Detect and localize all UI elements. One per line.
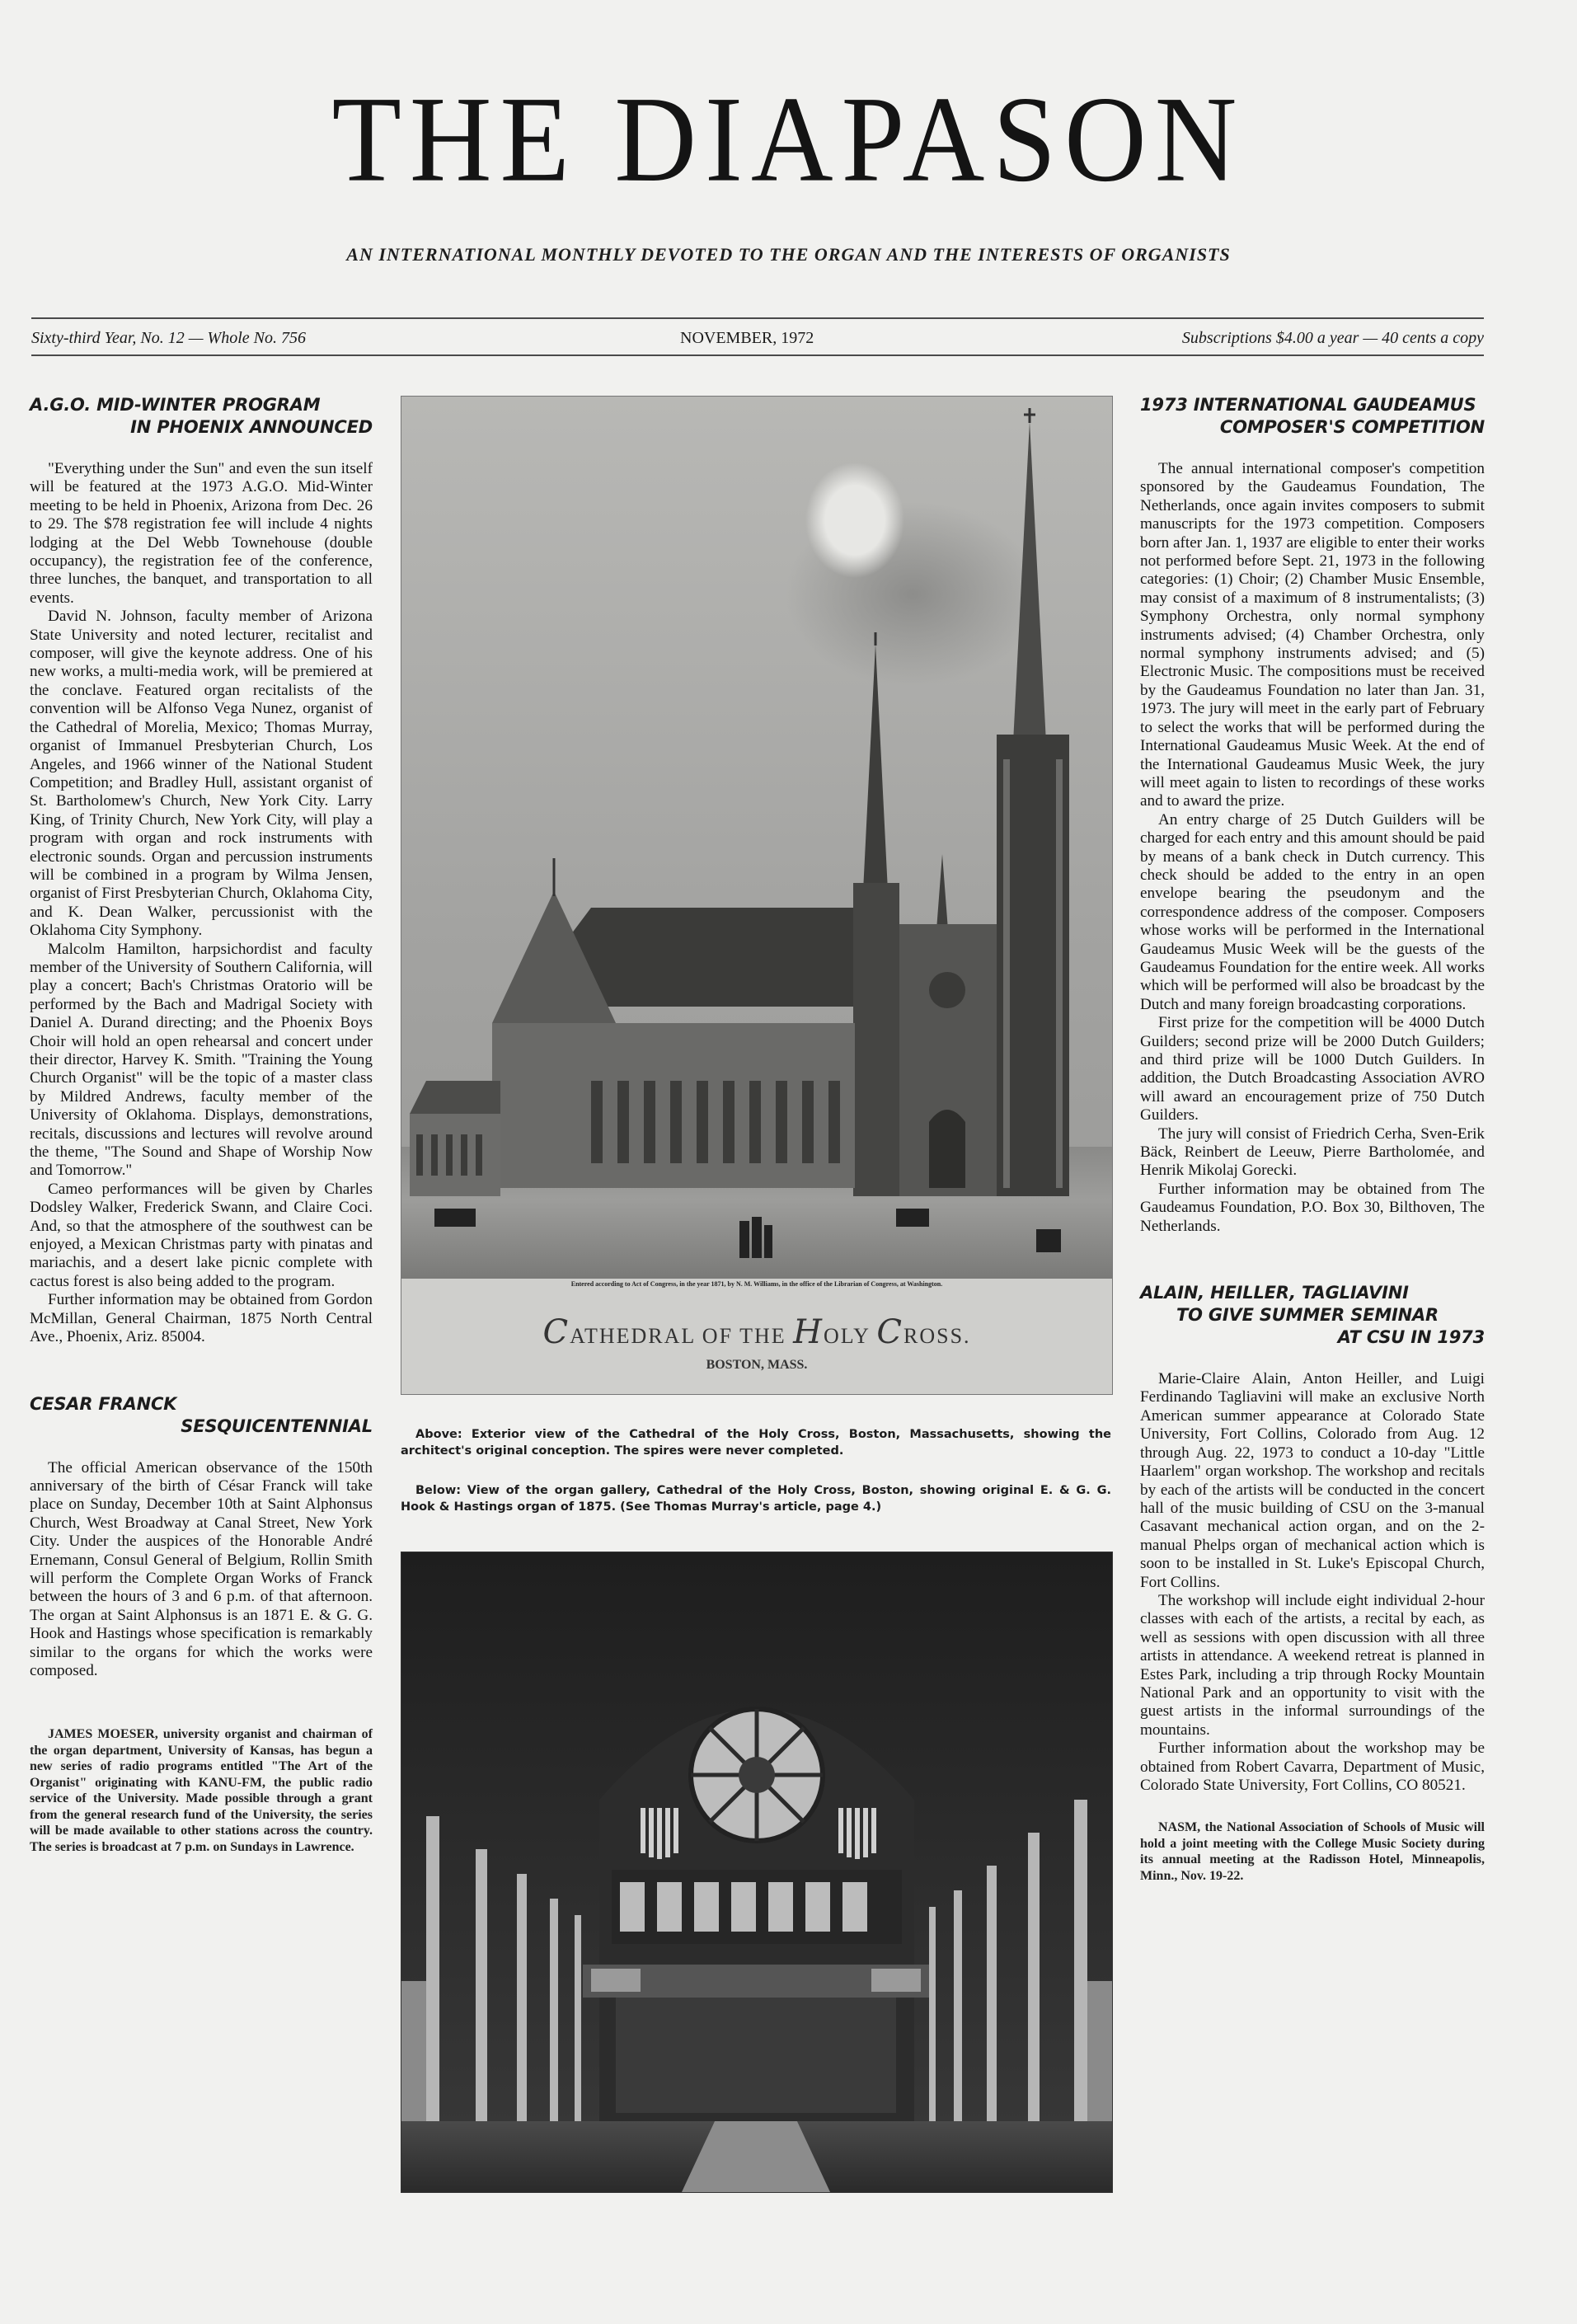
paragraph: The workshop will include eight individual 2-hour classes with each of the artists, a recital by each, as well as sessions with open discussion with all three artists in attendance. A weekend retreat is planned in Estes Park, including a trip through Rocky Mountain National Park and an opportunity to visit with the guest artists in the informal surroundings of the mountains.	[1140, 1591, 1485, 1739]
article-gaudeamus	[1140, 394, 1485, 1236]
spacer	[30, 1347, 373, 1393]
caption-above: Above: Exterior view of the Cathedral of the Holy Cross, Boston, Massachusetts, showing the architect's original conception. The spires were never completed.	[401, 1428, 1111, 1458]
article-cesar-franck	[30, 1393, 373, 1681]
engraving-subtitle: BOSTON, MASS.	[706, 1358, 808, 1372]
paragraph: "Everything under the Sun" and even the sun itself will be featured at the 1973 A.G.O. Mid-Winter meeting to be held in Phoenix, Arizona from Dec. 26 to 29. The $78 registration fee will include 4 nights lodging at the Del Webb Townehouse (double occupancy), the registration fee of the conference, three lunches, the banquet, and transportation to all events.	[30, 460, 373, 607]
issue-bar	[31, 326, 1484, 350]
article-csu-seminar	[1140, 1282, 1485, 1795]
spacer	[1140, 1236, 1485, 1282]
headline-ago-midwinter: A.G.O. MID-WINTER PROGRAM IN PHOENIX ANNOUNCED	[30, 395, 373, 437]
cathedral-illustration	[401, 397, 1112, 1279]
paragraph: The jury will consist of Friedrich Cerha, Sven-Erik Bäck, Reinbert de Leeuw, Pierre Bartholomée, and Henrik Mikolaj Gorecki.	[1140, 1124, 1485, 1180]
paragraph: Further information may be obtained from The Gaudeamus Foundation, P.O. Box 30, Bilthoven, The Netherlands.	[1140, 1180, 1485, 1235]
header-rule-bottom	[31, 354, 1484, 356]
article-ago-midwinter	[30, 394, 373, 1347]
paragraph: David N. Johnson, faculty member of Arizona State University and noted lecturer, recitalist and composer, will give the keynote address. One of his new works, a multi-media work, will be premiered at the conclave. Featured organ recitalists of the convention will be Alfonso Vega Nunez, organist of the Cathedral of Morelia, Mexico; Thomas Murray, organist of Immanuel Presbyterian Church, Los Angeles, and 1966 winner of the National Student Competition; and Bradley Hull, assistant organist of St. Bartholomew's Church, New York City. Larry King, of Trinity Church, New York City, will play a program with organ and rock instruments with electronic sounds. Organ and percussion instruments will be combined in a program by Wilma Jensen, organist of First Presbyterian Church, Oklahoma City, and K. Dean Walker, percussionist with the Oklahoma City Symphony.	[30, 608, 373, 940]
engraving-copyright-line: Entered according to Act of Congress, in the year 1871, by N. M. Williams, in the office of the Librarian of Congress, at Washington.	[570, 1280, 943, 1288]
paragraph: Malcolm Hamilton, harpsichordist and faculty member of the University of Southern California, will play a concert; Bach's Christmas Oratorio will be performed by the Bach and Madrigal Society with Daniel A. Durand directing; and the Phoenix Boys Choir will hold an open rehearsal and concert under their director, Harvey K. Smith. "Training the Young Church Organist" will be the topic of a master class by Mildred Andrews, faculty member of the University of Oklahoma. Displays, demonstrations, recitals, discussions and lectures will revolve around the theme, "The Sound and Shape of Worship Now and Tomorrow."	[30, 940, 373, 1180]
spacer	[1140, 1795, 1485, 1819]
article-james-moeser	[30, 1726, 373, 1855]
issue-date: NOVEMBER, 1972	[680, 329, 814, 347]
paragraph: NASM, the National Association of Schools of Music will hold a joint meeting with the College Music Society during its annual meeting at the Radisson Hotel, Minneapolis, Minn., Nov. 19-22.	[1140, 1820, 1485, 1883]
right-column	[1140, 394, 1485, 1884]
paragraph: Marie-Claire Alain, Anton Heiller, and Luigi Ferdinando Tagliavini will make an exclusive North American summer appearance at Colorado State University, Fort Collins, Colorado from Aug. 12 through Aug. 22, 1973 to conduct a 10-day "Little Haarlem" organ workshop. The workshop and recitals by each of the artists will be conducted in the concert hall of the music building of CSU on the 3-manual Casavant mechanical action organ, and on the 2-manual Phelps organ of mechanical action which is soon to be installed in St. Luke's Episcopal Church, Fort Collins.	[1140, 1370, 1485, 1591]
paragraph: First prize for the competition will be 4000 Dutch Guilders; second prize will be 2000 Dutch Guilders; and third prize will be 1000 Dutch Guilders. In addition, the Dutch Broadcasting Association AVRO will award an encouragement prize of 750 Dutch Guilders.	[1140, 1014, 1485, 1124]
headline-cesar-franck: CESAR FRANCK SESQUICENTENNIAL	[30, 1393, 373, 1436]
paragraph: Cameo performances will be given by Charles Dodsley Walker, Frederick Swann, and Claire Coci. And, so that the atmosphere of the southwest can be enjoyed, a Mexican Christmas party with pinatas and mariachis, and a desert lake picnic complete with cactus forest is also being added to the program.	[30, 1180, 373, 1290]
paragraph: Further information about the workshop may be obtained from Robert Cavarra, Department of Music, Colorado State University, Fort Collins, CO 80521.	[1140, 1739, 1485, 1794]
header-rule-top	[31, 317, 1484, 319]
headline-csu-seminar: ALAIN, HEILLER, TAGLIAVINI TO GIVE SUMMER SEMINAR AT CSU IN 1973	[1140, 1283, 1485, 1348]
organ-gallery-illustration	[401, 1552, 1112, 2192]
paragraph: The annual international composer's competition sponsored by the Gaudeamus Foundation, The Netherlands, once again invites composers to submit manuscripts for the 1973 competition. Composers born after Jan. 1, 1937 are eligible to enter their works not performed before Sept. 21, 1973 in the following categories: (1) Choir; (2) Chamber Music Ensemble, may consist of a maximum of 8 instrumentalists; (3) Symphony Orchestra, only normal symphony instruments advised; (4) Chamber Orchestra, only normal symphony instruments advised; and (5) Electronic Music. The compositions must be received by the Gaudeamus Foundation no later than Jan. 31, 1973. The jury will meet in the early part of February to select the works that will be performed during the International Gaudeamus Music Week. At the end of the International Gaudeamus Music Week, the jury will meet again to listen to recordings of these works and to award the prize.	[1140, 460, 1485, 810]
masthead-title: THE DIAPASON	[331, 70, 1246, 208]
paragraph: JAMES MOESER, university organist and chairman of the organ department, University of Kansas, has begun a new series of radio programs entitled "The Art of the Organist" originating with KANU-FM, the public radio service of the University. Made possible through a grant from the general research fund of the University, the series will be made available to other stations across the country. The series is broadcast at 7 p.m. on Sundays in Lawrence.	[30, 1727, 373, 1854]
issue-volume: Sixty-third Year, No. 12 — Whole No. 756	[31, 329, 306, 347]
paragraph: An entry charge of 25 Dutch Guilders will be charged for each entry and this amount should be paid by means of a bank check in Dutch currency. This check should be added to the entry in an open envelope bearing the pseudonym and the correspondence address of the composer. Composers whose works will be performed in the International Gaudeamus Music Week will be the guests of the Gaudeamus Foundation for the entire week. All works which will be performed will also be broadcast by the Dutch and many foreign broadcasting corporations.	[1140, 810, 1485, 1013]
masthead-tagline: AN INTERNATIONAL MONTHLY DEVOTED TO THE ORGAN AND THE INTERESTS OF ORGANISTS	[346, 244, 1231, 265]
issue-subscription: Subscriptions $4.00 a year — 40 cents a copy	[1181, 329, 1484, 347]
organ-gallery-photo	[401, 1552, 1113, 2193]
cathedral-exterior-engraving	[401, 396, 1113, 1395]
left-column	[30, 394, 373, 1855]
article-nasm	[1140, 1819, 1485, 1884]
paragraph: Further information may be obtained from Gordon McMillan, General Chairman, 1875 North Central Ave., Phoenix, Ariz. 85004.	[30, 1291, 373, 1346]
engraving-title: CATHEDRAL OF THE HOLY CROSS.	[542, 1313, 971, 1351]
caption-below: Below: View of the organ gallery, Cathedral of the Holy Cross, Boston, showing original E. & G. G. Hook & Hastings organ of 1875. (See Thomas Murray's article, page 4.)	[401, 1484, 1111, 1514]
paragraph: The official American observance of the 150th anniversary of the birth of César Franck will take place on Sunday, December 10th at Saint Alphonsus Church, West Broadway at Canal Street, New York City. Under the auspices of the Honorable André Ernemann, Consul General of Belgium, Rollin Smith will perform the Complete Organ Works of Franck between the hours of 3 and 6 p.m. of that afternoon. The organ at Saint Alphonsus is an 1871 E. & G. G. Hook and Hastings whose specification is remarkably similar to the organs for which the works were composed.	[30, 1458, 373, 1679]
spacer	[30, 1680, 373, 1726]
headline-gaudeamus: 1973 INTERNATIONAL GAUDEAMUS COMPOSER'S COMPETITION	[1140, 395, 1485, 437]
